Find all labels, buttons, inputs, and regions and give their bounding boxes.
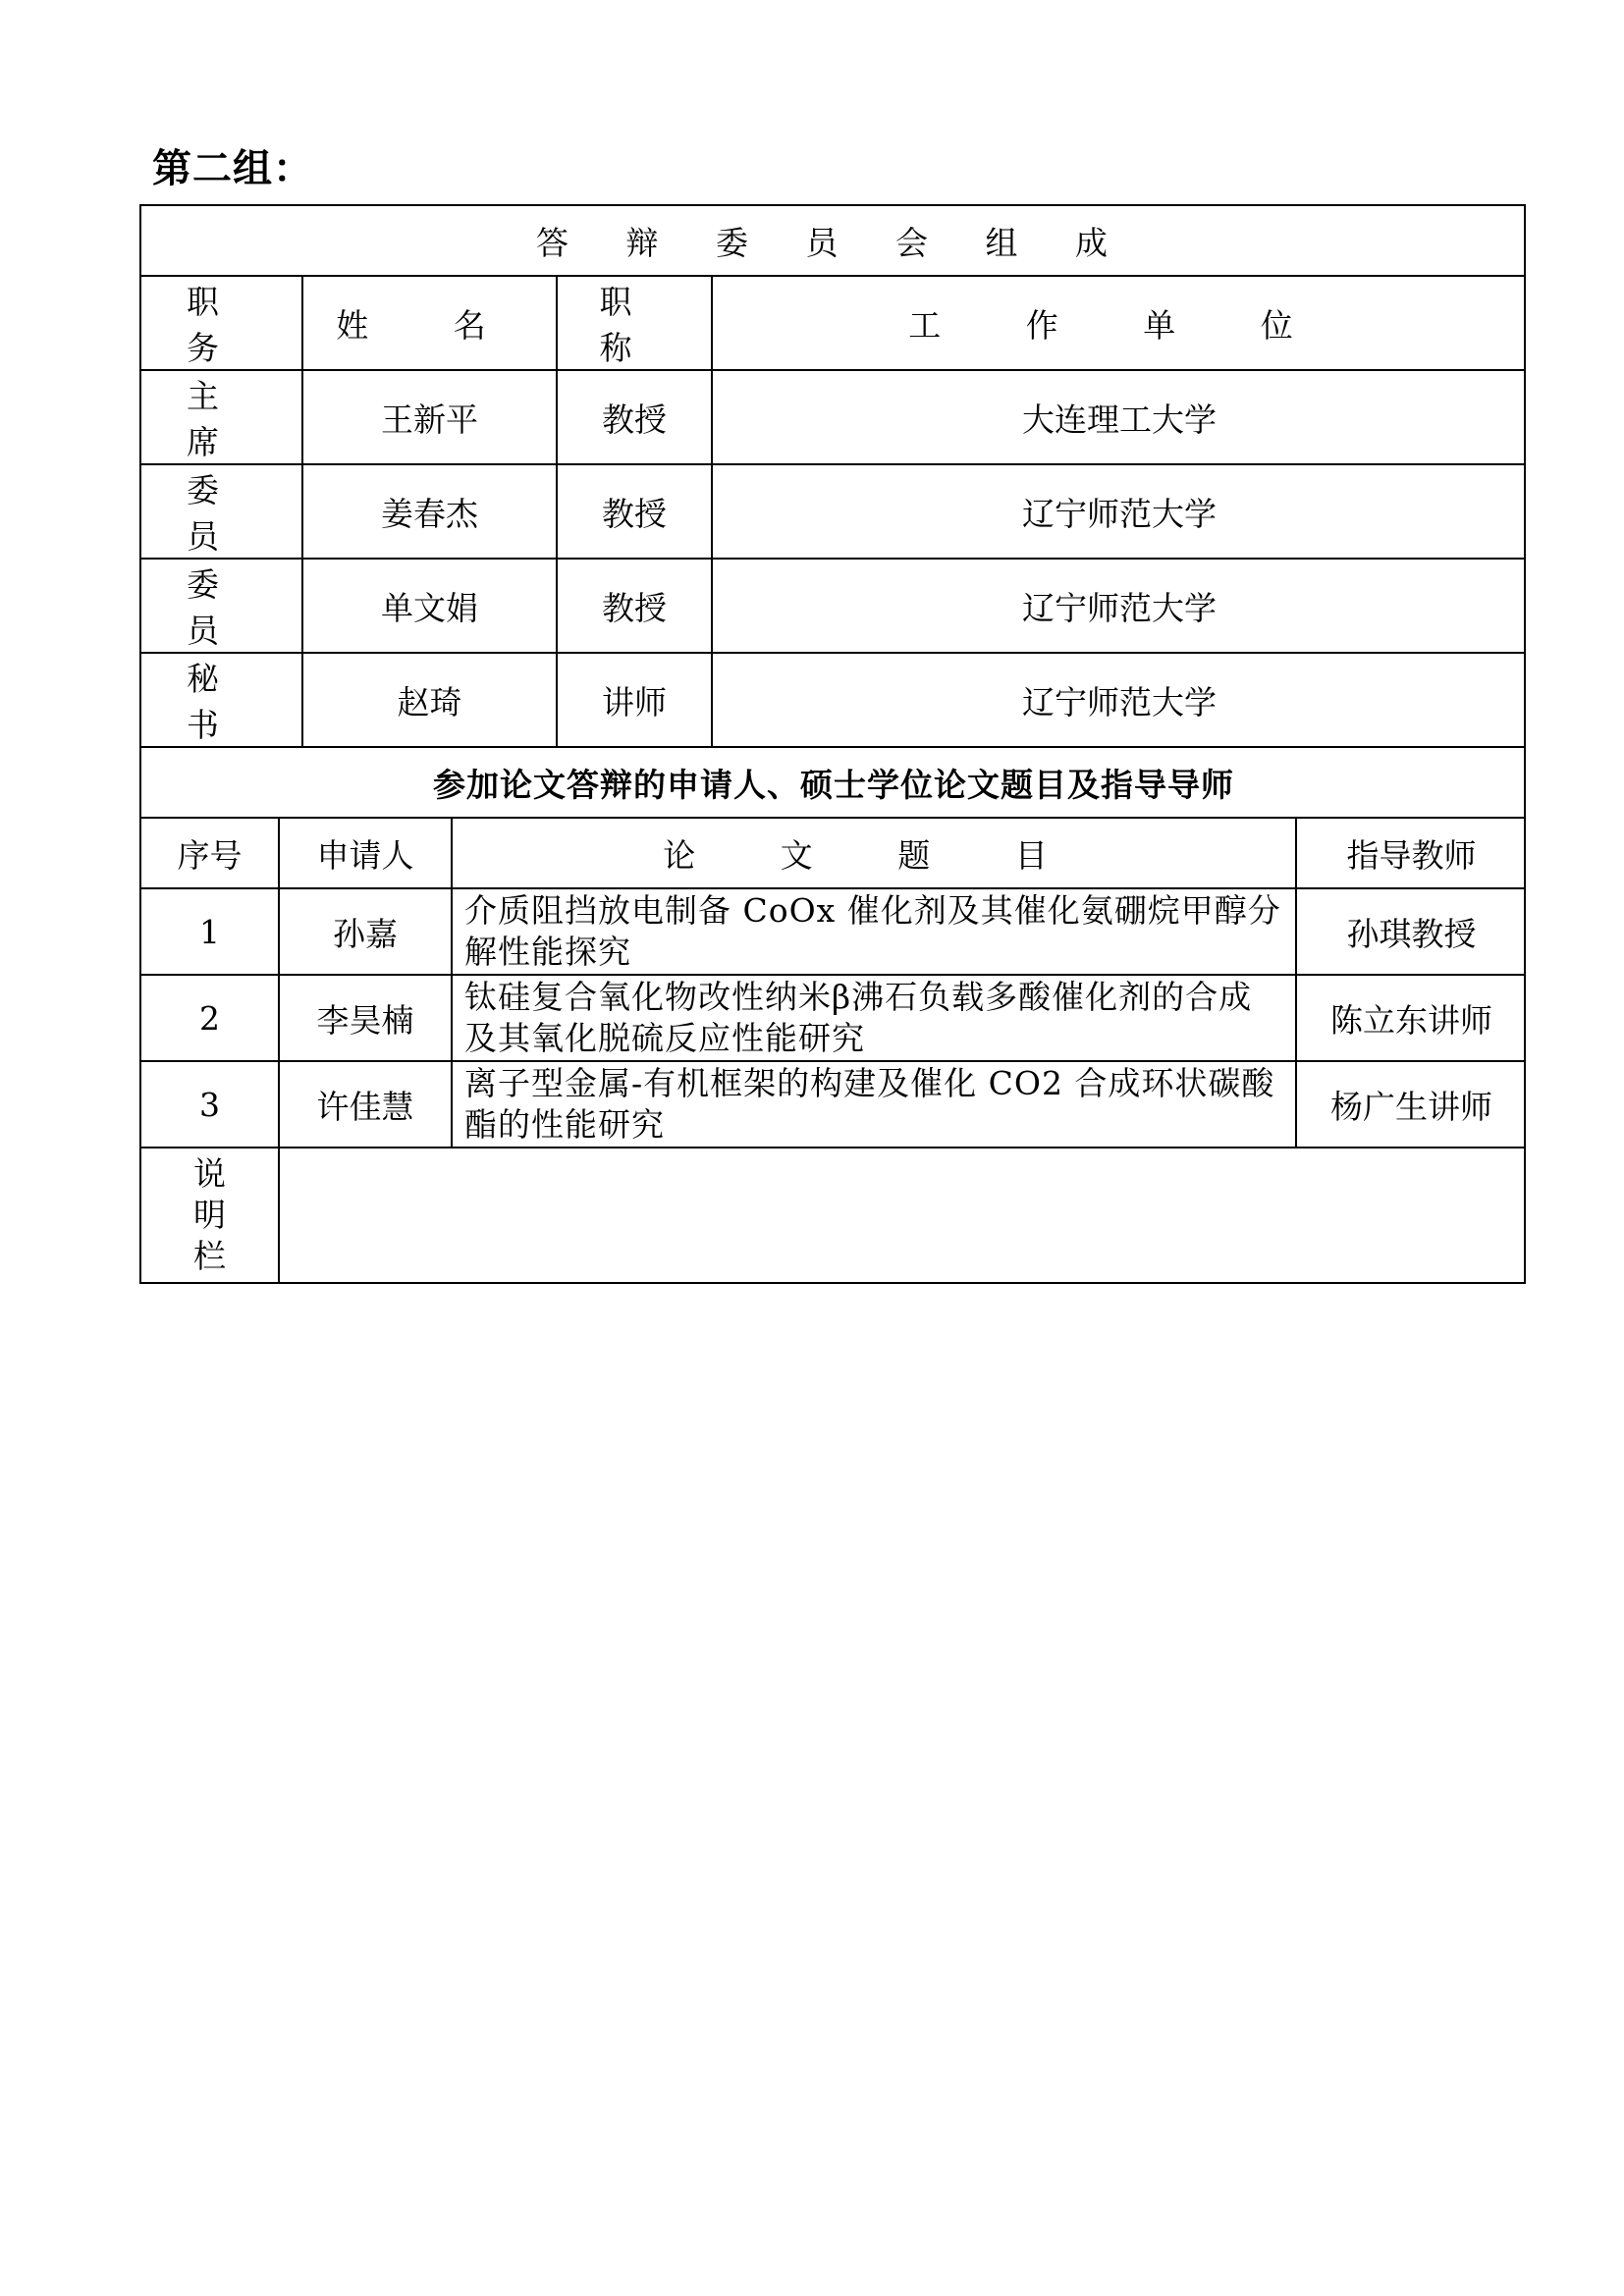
table-row — [141, 888, 1526, 975]
applicants-heading: 参加论文答辩的申请人、硕士学位论文题目及指导导师 — [141, 747, 1526, 818]
table-row — [141, 464, 1526, 559]
col-applicant: 申请人 — [279, 819, 452, 888]
table-row — [141, 559, 1526, 653]
defense-form — [139, 204, 1526, 1284]
advisor-cell: 杨广生讲师 — [1296, 1061, 1526, 1148]
role-cell: 委 员 — [141, 559, 302, 653]
thesis-cell: 介质阻挡放电制备 CoOx 催化剂及其催化氨硼烷甲醇分解性能探究 — [452, 888, 1296, 975]
name-cell: 赵琦 — [302, 653, 557, 747]
notes-label — [141, 1148, 279, 1282]
role-cell: 委 员 — [141, 464, 302, 559]
notes-row — [141, 1148, 1526, 1282]
col-no: 序号 — [141, 819, 279, 888]
advisor-cell: 陈立东讲师 — [1296, 975, 1526, 1061]
table-row — [141, 653, 1526, 747]
title-cell: 教授 — [557, 464, 712, 559]
unit-cell: 辽宁师范大学 — [712, 464, 1526, 559]
col-unit: 工 作 单 位 — [712, 276, 1526, 370]
col-title: 职 称 — [557, 276, 712, 370]
thesis-cell: 离子型金属-有机框架的构建及催化 CO2 合成环状碳酸酯的性能研究 — [452, 1061, 1296, 1148]
unit-cell: 辽宁师范大学 — [712, 559, 1526, 653]
group-title: 第二组： — [152, 146, 313, 191]
table-row — [141, 370, 1526, 464]
name-cell: 王新平 — [302, 370, 557, 464]
thesis-cell: 钛硅复合氧化物改性纳米β沸石负载多酸催化剂的合成及其氧化脱硫反应性能研究 — [452, 975, 1296, 1061]
no-cell: 3 — [141, 1061, 279, 1148]
committee-table — [141, 206, 1526, 819]
advisor-cell: 孙琪教授 — [1296, 888, 1526, 975]
applicants-header-row — [141, 819, 1526, 888]
col-role: 职 务 — [141, 276, 302, 370]
no-cell: 1 — [141, 888, 279, 975]
table-row — [141, 1061, 1526, 1148]
notes-label-text: 说明栏 — [193, 1154, 226, 1275]
table-row — [141, 975, 1526, 1061]
title-cell: 教授 — [557, 559, 712, 653]
committee-heading: 答 辩 委 员 会 组 成 — [141, 206, 1526, 276]
applicant-cell: 李昊楠 — [279, 975, 452, 1061]
title-cell: 教授 — [557, 370, 712, 464]
unit-cell: 辽宁师范大学 — [712, 653, 1526, 747]
col-advisor: 指导教师 — [1296, 819, 1526, 888]
col-name: 姓 名 — [302, 276, 557, 370]
notes-content — [279, 1148, 1526, 1282]
applicant-cell: 许佳慧 — [279, 1061, 452, 1148]
name-cell: 单文娟 — [302, 559, 557, 653]
name-cell: 姜春杰 — [302, 464, 557, 559]
unit-cell: 大连理工大学 — [712, 370, 1526, 464]
role-cell: 主 席 — [141, 370, 302, 464]
applicants-table — [141, 819, 1526, 1282]
committee-header-row — [141, 276, 1526, 370]
title-cell: 讲师 — [557, 653, 712, 747]
no-cell: 2 — [141, 975, 279, 1061]
applicant-cell: 孙嘉 — [279, 888, 452, 975]
role-cell: 秘 书 — [141, 653, 302, 747]
col-thesis: 论 文 题 目 — [452, 819, 1296, 888]
